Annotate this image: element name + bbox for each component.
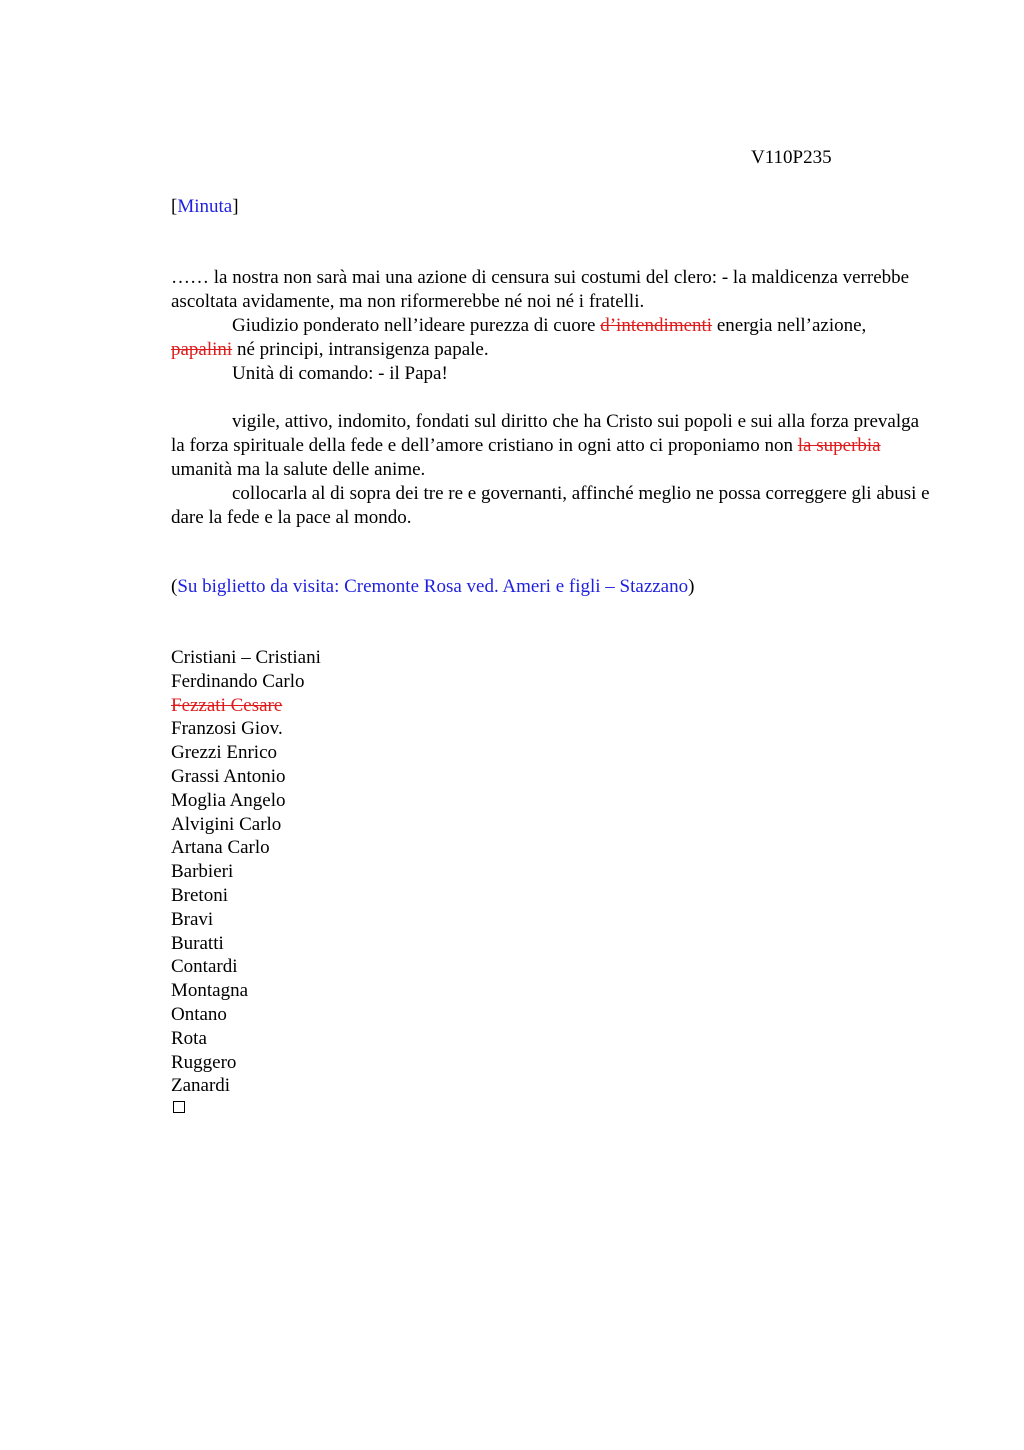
name-item: Grassi Antonio — [171, 765, 286, 787]
heading-label: Minuta — [177, 196, 233, 217]
paragraph-4 — [171, 410, 931, 482]
paragraph-1: …… la nostra non sarà mai una azione di censura sui costumi del clero: - la maldicenza verrebbe ascoltata avidamente, ma non riformerebbe né noi né i fratelli. — [171, 267, 910, 312]
paragraph-2 — [171, 314, 931, 362]
card-note-close-paren: ) — [688, 576, 695, 597]
name-item: Zanardi — [171, 1075, 231, 1097]
paragraph-4-text-a: vigile, attivo, indomito, fondati sul diritto che ha Cristo sui popoli e sui alla forza prevalga la forza spirituale della fede e dell’amore cristiano in ogni atto ci proponiamo non — [171, 411, 920, 456]
name-item: Ruggero — [171, 1051, 237, 1073]
name-item-deleted: Fezzati Cesare — [171, 694, 283, 716]
name-item: Barbieri — [171, 861, 234, 883]
name-item: Montagna — [171, 980, 249, 1002]
name-item: Contardi — [171, 956, 238, 978]
name-item: Alvigini Carlo — [171, 813, 282, 835]
deleted-phrase-la-superbia: la superbia — [797, 435, 881, 456]
name-item: Cristiani – Cristiani — [171, 647, 321, 668]
card-note-open-paren: ( — [171, 576, 178, 597]
name-item: Ferdinando Carlo — [171, 670, 305, 692]
minuta-heading — [171, 195, 239, 219]
paragraph-2-text-b: energia nell’azione, — [712, 315, 867, 336]
paragraph-4-text-b: umanità ma la salute delle anime. — [171, 459, 426, 480]
paragraph-2-text-c: né principi, intransigenza papale. — [232, 339, 489, 360]
deleted-word-intendimenti: d’intendimenti — [600, 315, 713, 336]
name-item: Artana Carlo — [171, 837, 270, 859]
paragraph-5: collocarla al di sopra dei tre re e governanti, affinché meglio ne possa correggere gli abusi e dare la fede e la pace al mondo. — [171, 483, 930, 528]
name-item: Franzosi Giov. — [171, 718, 283, 740]
name-item: Rota — [171, 1027, 207, 1049]
name-item: Bravi — [171, 908, 214, 930]
name-item: Grezzi Enrico — [171, 742, 278, 764]
paragraph-2-text-a: Giudizio ponderato nell’ideare purezza di cuore — [232, 315, 601, 336]
paragraph-3: Unità di comando: - il Papa! — [232, 363, 448, 384]
heading-close-bracket: ] — [232, 196, 239, 217]
names-list — [171, 646, 321, 1098]
visiting-card-note — [171, 575, 694, 599]
document-body — [171, 266, 931, 530]
card-note-text: Su biglietto da visita: Cremonte Rosa ved. Ameri e figli – Stazzano — [177, 576, 689, 597]
heading-open-bracket: [ — [171, 196, 178, 217]
name-item: Moglia Angelo — [171, 789, 286, 811]
paragraph-gap — [171, 386, 931, 410]
name-item: Ontano — [171, 1003, 227, 1025]
page-identifier: V110P235 — [751, 147, 832, 168]
name-item: Bretoni — [171, 884, 228, 906]
name-item: Buratti — [171, 932, 224, 954]
empty-square-icon — [173, 1101, 185, 1113]
deleted-word-papalini: papalini — [171, 339, 233, 360]
